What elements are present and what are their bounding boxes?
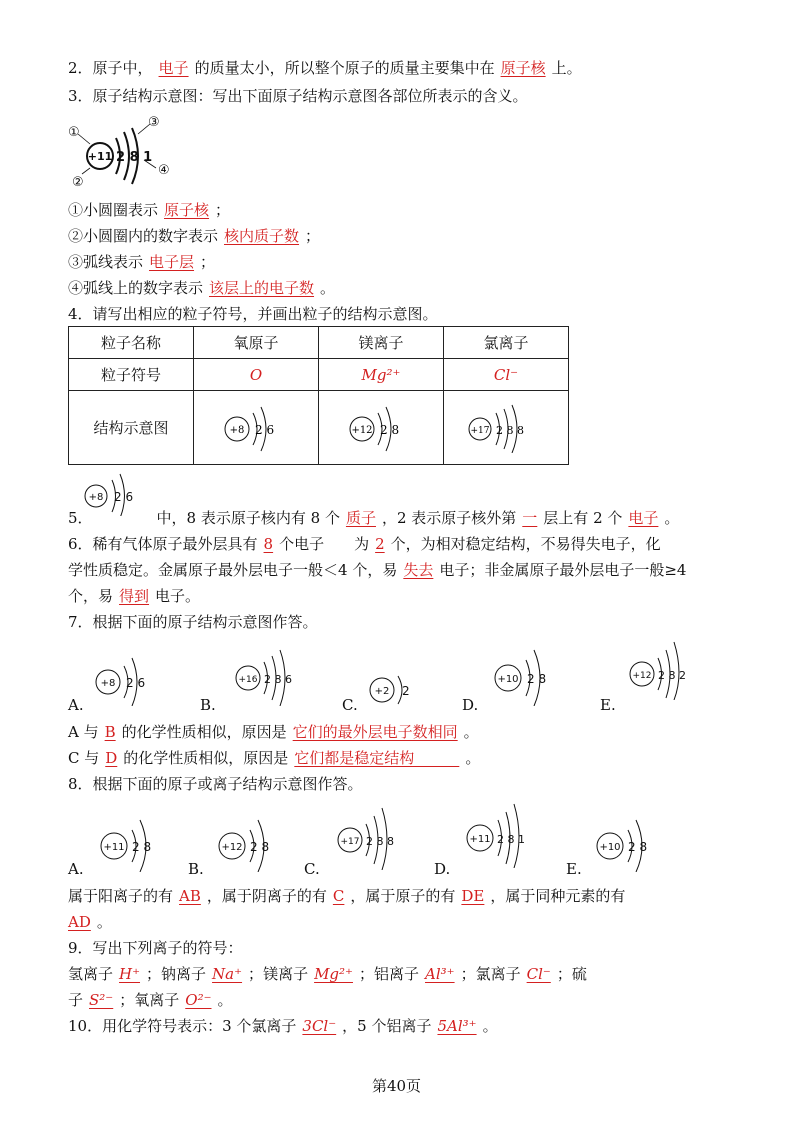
q4-title: 4．请写出相应的粒子符号，并画出粒子的结构示意图。 [68, 305, 438, 323]
option-letter: A. [68, 696, 84, 714]
chloride-ion-diagram [466, 399, 546, 453]
q7-title: 7．根据下面的原子结构示意图作答。 [68, 613, 318, 631]
q7-diagram-c [366, 670, 426, 710]
page-number: 第40页 [371, 1077, 422, 1095]
q2-answer-1: 电子 [158, 59, 189, 77]
option-letter: E. [566, 860, 582, 878]
q8-diagram-e [592, 812, 662, 872]
svg-text:+2: +2 [374, 686, 390, 697]
svg-text:+17: +17 [470, 425, 490, 436]
q9-title: 9．写出下列离子的符号： [68, 939, 243, 957]
svg-text:2 8: 2 8 [527, 672, 547, 686]
q3-structure-diagram [66, 112, 186, 192]
q2-text-post: 上。 [551, 59, 582, 77]
diagram-cell [194, 391, 319, 465]
svg-text:+11: +11 [103, 842, 125, 853]
svg-text:+10: +10 [599, 842, 621, 853]
option-letter: E. [600, 696, 616, 714]
q3-item-4: ④弧线上的数字表示 该层上的电子数 。 [68, 279, 336, 297]
svg-text:+12: +12 [632, 671, 652, 681]
q8-diagram-c [334, 806, 414, 870]
q5-answer-3: 电子 [628, 509, 659, 527]
table-row-symbols [69, 359, 569, 391]
q3-title: 3．原子结构示意图：写出下面原子结构示意图各部位所表示的含义。 [68, 87, 528, 105]
oxygen-diagram [221, 399, 291, 453]
svg-text:2 8 6: 2 8 6 [264, 673, 292, 686]
svg-text:+10: +10 [497, 674, 519, 685]
svg-text:2 8: 2 8 [132, 840, 152, 854]
q5-answer-2: 一 [522, 509, 538, 527]
q2-text: 2．原子中， [68, 59, 153, 77]
diagram-cell [444, 391, 569, 465]
option-letter: B. [188, 860, 204, 878]
header-cell: 粒子名称 [69, 327, 194, 359]
svg-text:2 6: 2 6 [255, 422, 275, 437]
svg-text:2 8 8: 2 8 8 [366, 835, 394, 848]
magnesium-ion-diagram [346, 399, 416, 453]
q2-text-mid: 的质量太小，所以整个原子的质量主要集中在 [194, 59, 495, 77]
label-4: ④ [158, 163, 170, 178]
header-cell: 氧原子 [194, 327, 319, 359]
svg-text:2 8: 2 8 [628, 840, 648, 854]
header-cell: 氯离子 [444, 327, 569, 359]
q8-line-1: 属于阳离子的有 AB ，属于阴离子的有 C ，属于原子的有 DE ，属于同种元素的有 [68, 887, 626, 905]
q7-line-2: C 与 D 的化学性质相似，原因是 它们都是稳定结构 。 [68, 749, 481, 767]
q3-electrons: 2 8 1 [116, 150, 153, 165]
q8-line-2: AD 。 [68, 913, 112, 931]
svg-text:2 6: 2 6 [126, 676, 146, 690]
q5-answer-1: 质子 [345, 509, 376, 527]
svg-text:2 8: 2 8 [380, 422, 400, 437]
q3-item-1: ①小圆圈表示 原子核 ； [68, 201, 231, 219]
q7-diagram-a [92, 650, 162, 706]
svg-text:2 8 8: 2 8 8 [496, 423, 524, 437]
q8-diagram-a [96, 812, 166, 872]
q5-line: 5． 中，8 表示原子核内有 8 个 质子 ，2 表示原子核外第 一 层上有 2 个 电子 。 [68, 509, 680, 527]
svg-text:+11: +11 [469, 834, 491, 845]
row-label: 粒子符号 [69, 359, 194, 391]
header-cell: 镁离子 [319, 327, 444, 359]
q9-line-2: 子 S²⁻ ；氧离子 O²⁻ 。 [68, 991, 233, 1009]
table-row-diagrams [69, 391, 569, 465]
q3-item-3: ③弧线表示 电子层 ； [68, 253, 216, 271]
q9-line-1: 氢离子 H⁺ ；钠离子 Na⁺ ；镁离子 Mg²⁺ ；铝离子 Al³⁺ ；氯离子 Cl⁻ ；硫 [68, 965, 587, 983]
q2-answer-2: 原子核 [500, 59, 546, 77]
svg-text:+8: +8 [88, 492, 104, 503]
svg-text:+12: +12 [221, 842, 243, 853]
label-3: ③ [148, 115, 160, 130]
q7-line-1: A 与 B 的化学性质相似，原因是 它们的最外层电子数相同 。 [68, 723, 479, 741]
q10-line: 10．用化学符号表示：3 个氯离子 3Cl⁻ ，5 个铝离子 5Al³⁺ 。 [68, 1017, 498, 1035]
symbol-cell: Mg²⁺ [319, 359, 444, 391]
q7-diagram-b [232, 646, 312, 706]
q6-line-1: 6．稀有气体原子最外层具有 8 个电子 为 2 个，为相对稳定结构，不易得失电子，化 [68, 535, 661, 553]
q3-nucleus: +11 [87, 150, 113, 163]
q8-title: 8．根据下面的原子或离子结构示意图作答。 [68, 775, 363, 793]
q8-diagram-b [214, 812, 284, 872]
svg-text:2: 2 [402, 684, 410, 698]
svg-text:2 8 1: 2 8 1 [497, 833, 525, 846]
diagram-cell [319, 391, 444, 465]
option-letter: C. [304, 860, 320, 878]
svg-text:+8: +8 [100, 678, 116, 689]
label-2: ② [72, 175, 84, 190]
option-letter: D. [462, 696, 479, 714]
q6-line-3: 个，易 得到 电子。 [68, 587, 201, 605]
svg-text:+16: +16 [238, 675, 258, 685]
option-letter: A. [68, 860, 84, 878]
table-row-header [69, 327, 569, 359]
option-letter: C. [342, 696, 358, 714]
svg-text:+12: +12 [351, 424, 373, 436]
svg-text:2 8: 2 8 [250, 840, 270, 854]
row-label: 结构示意图 [69, 391, 194, 465]
particle-table [68, 326, 569, 465]
q6-line-2: 学性质稳定。金属原子最外层电子一般＜4 个，易 失去 电子；非金属原子最外层电子一般≥4 [68, 561, 687, 579]
option-letter: D. [434, 860, 451, 878]
svg-text:2 8 2: 2 8 2 [658, 669, 686, 682]
symbol-cell: O [194, 359, 319, 391]
symbol-cell: Cl⁻ [444, 359, 569, 391]
q2-line [68, 58, 582, 78]
q8-diagram-d [462, 802, 542, 868]
svg-text:+17: +17 [340, 837, 360, 847]
svg-text:2 6: 2 6 [114, 490, 134, 504]
q7-diagram-d [490, 640, 566, 706]
option-letter: B. [200, 696, 216, 714]
svg-text:+8: +8 [229, 424, 245, 436]
q3-item-2: ②小圆圈内的数字表示 核内质子数 ； [68, 227, 321, 245]
label-1: ① [68, 125, 80, 140]
q7-diagram-e [626, 638, 712, 700]
